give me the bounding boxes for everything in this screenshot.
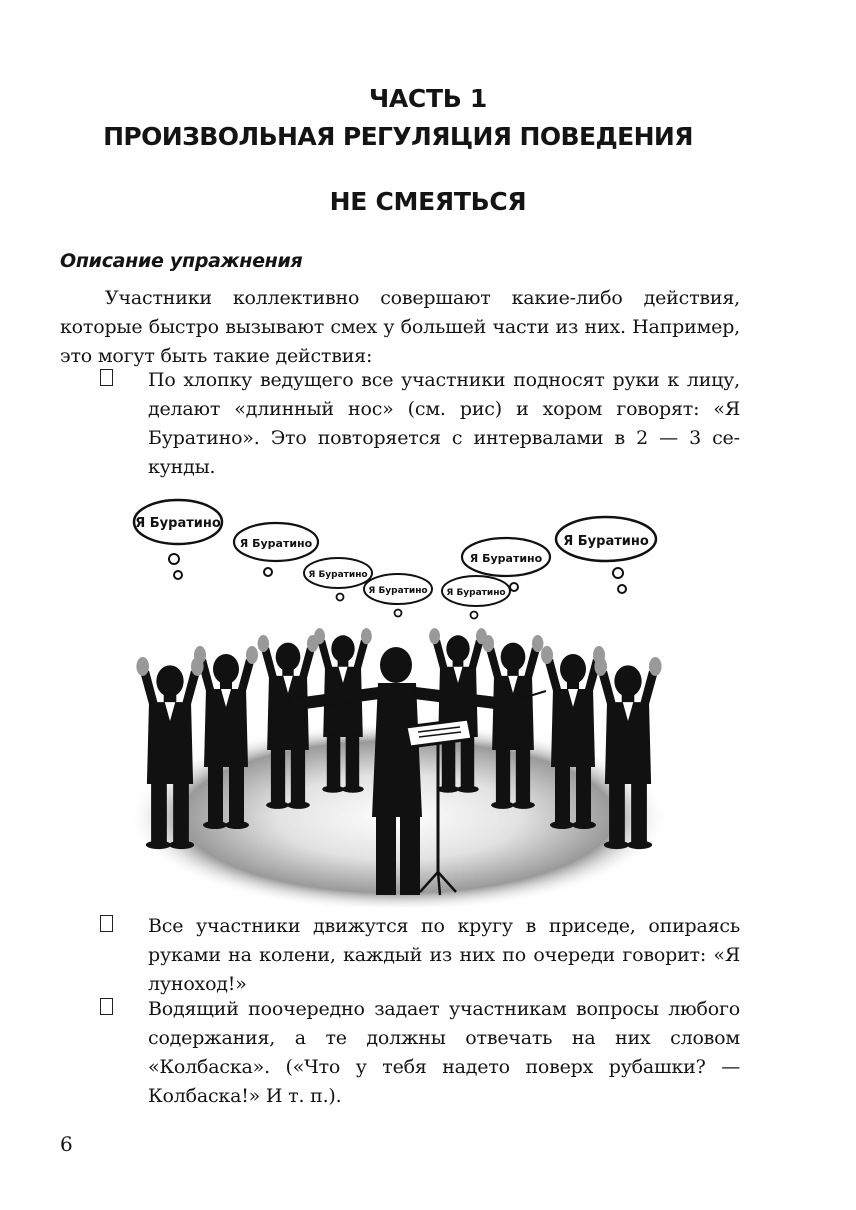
page-number: 6 [60,1132,73,1156]
exercise-title: НЕ СМЕЯТЬСЯ [329,187,527,216]
intro-paragraph: Участники коллективно совершают какие-либо действия, которые быстро вызывают смех у большей части из них. Например, это могут быть такие действия: [60,287,740,367]
part-title: ЧАСТЬ 1 [368,84,487,113]
list-item-text: По хлопку ведущего все участники подносят руки к лицу, делают «длинный нос» (см. рис) и хором говорят: «Я Буратино». Это повторяется с интервалами в 2 — 3 секунды. [148,369,740,478]
checkbox-bullet-icon [100,369,113,386]
bubble-text: Я Буратино [135,516,221,531]
illustration-choir [128,487,668,907]
thought-bubbles [134,500,656,619]
bubble-text: Я Буратино [239,537,313,550]
checkbox-bullet-icon [100,998,113,1015]
section-heading: Описание упражнения [60,250,303,272]
bubble-text: Я Буратино [563,534,649,549]
checkbox-bullet-icon [100,915,113,932]
part-subtitle: ПРОИЗВОЛЬНАЯ РЕГУЛЯЦИЯ ПОВЕДЕНИЯ [103,122,693,151]
list-item-text: Водящий поочередно задает участникам вопросы любого содержания, а те должны отвечать на них словом «Колбаска». («Что у тебя надето поверх рубашки? — Колбаска!» И т. п.). [148,998,740,1107]
bubble-text: Я Буратино [469,552,543,565]
bubble-text: Я Буратино [368,586,428,596]
bubble-text: Я Буратино [446,588,506,598]
list-item-text: Все участники движутся по кругу в приседе, опираясь руками на колени, каждый из них по очереди говорит: «Я луноход!» [148,915,740,995]
bubble-text: Я Буратино [308,570,368,580]
